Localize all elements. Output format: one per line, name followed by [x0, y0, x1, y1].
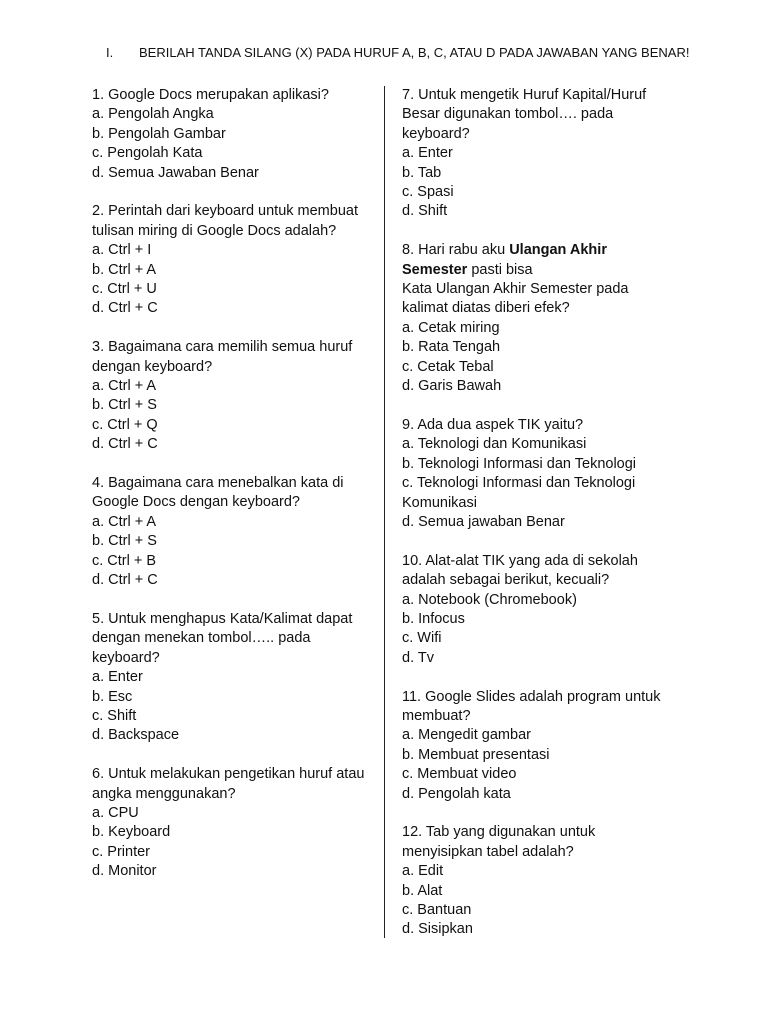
- question-2: [92, 202, 377, 318]
- option-a: a. Mengedit gambar: [402, 727, 531, 744]
- option-b: b. Ctrl + S: [92, 397, 157, 414]
- option-b: b. Rata Tengah: [402, 339, 501, 356]
- question-text: [402, 241, 672, 280]
- option-b: b. Membuat presentasi: [402, 746, 550, 763]
- bold-phrase: Ulangan Akhir Semester: [402, 242, 607, 278]
- option-b: b. Ctrl + A: [92, 261, 157, 278]
- option-b: b. Infocus: [402, 610, 465, 627]
- question-text: 1. Google Docs merupakan aplikasi?: [92, 87, 329, 103]
- option-d: d. Sisipkan: [402, 921, 473, 938]
- option-b: b. Pengolah Gambar: [92, 125, 226, 142]
- question-text: 12. Tab yang digunakan untuk menyisipkan tabel adalah?: [402, 824, 596, 860]
- question-text: 4. Bagaimana cara menebalkan kata di Google Docs dengan keyboard?: [92, 475, 344, 511]
- option-d: d. Ctrl + C: [92, 436, 158, 453]
- question-line-2: Kata Ulangan Akhir Semester pada kalimat diatas diberi efek?: [402, 281, 629, 317]
- option-a: a. Ctrl + A: [92, 513, 157, 530]
- question-8: [402, 241, 672, 396]
- option-a: a. CPU: [92, 804, 139, 821]
- question-5: [92, 610, 377, 746]
- option-c: c. Cetak Tebal: [402, 358, 494, 375]
- option-d: d. Backspace: [92, 727, 180, 744]
- question-text: 3. Bagaimana cara memilih semua huruf dengan keyboard?: [92, 339, 353, 375]
- option-a: a. Ctrl + I: [92, 242, 152, 259]
- option-c: c. Ctrl + U: [92, 281, 157, 298]
- option-d: d. Shift: [402, 203, 448, 220]
- option-c: c. Ctrl + B: [92, 552, 157, 569]
- instruction-header: [106, 43, 706, 62]
- option-d: d. Ctrl + C: [92, 572, 158, 589]
- option-a: a. Teknologi dan Komunikasi: [402, 436, 587, 453]
- option-b: b. Teknologi Informasi dan Teknologi: [402, 455, 637, 472]
- question-suffix: pasti bisa: [467, 261, 533, 278]
- question-text: 6. Untuk melakukan pengetikan huruf atau angka menggunakan?: [92, 766, 365, 802]
- option-a: a. Cetak miring: [402, 319, 500, 336]
- option-d: d. Semua Jawaban Benar: [92, 164, 259, 181]
- column-divider: [384, 86, 385, 938]
- option-c: c. Pengolah Kata: [92, 145, 203, 162]
- question-3: [92, 338, 377, 454]
- left-column: [92, 86, 377, 901]
- option-b: b. Keyboard: [92, 824, 171, 841]
- option-c: c. Teknologi Informasi dan Teknologi Komunikasi: [402, 475, 636, 511]
- question-1: [92, 86, 377, 183]
- question-text: 2. Perintah dari keyboard untuk membuat tulisan miring di Google Docs adalah?: [92, 203, 358, 239]
- right-column: [402, 86, 672, 959]
- option-c: c. Bantuan: [402, 901, 472, 918]
- question-6: [92, 765, 377, 881]
- option-a: a. Notebook (Chromebook): [402, 591, 577, 608]
- option-a: a. Ctrl + A: [92, 378, 157, 395]
- question-text: 11. Google Slides adalah program untuk membuat?: [402, 688, 661, 724]
- option-c: c. Shift: [92, 707, 137, 724]
- question-7: [402, 86, 672, 222]
- question-text: 9. Ada dua aspek TIK yaitu?: [402, 416, 584, 433]
- option-b: b. Esc: [92, 688, 133, 705]
- option-b: b. Tab: [402, 164, 442, 181]
- option-d: d. Ctrl + C: [92, 300, 158, 317]
- option-a: a. Edit: [402, 863, 444, 880]
- option-c: c. Ctrl + Q: [92, 416, 158, 433]
- section-number: I.: [106, 45, 114, 60]
- option-b: b. Alat: [402, 882, 443, 899]
- option-c: c. Membuat video: [402, 766, 517, 783]
- option-c: c. Spasi: [402, 184, 454, 201]
- question-12: [402, 823, 672, 939]
- question-text: 7. Untuk mengetik Huruf Kapital/Huruf Besar digunakan tombol…. pada keyboard?: [402, 87, 647, 142]
- option-d: d. Pengolah kata: [402, 785, 511, 802]
- question-prefix: 8. Hari rabu aku: [402, 242, 510, 259]
- option-d: d. Monitor: [92, 863, 157, 880]
- instruction-text: BERILAH TANDA SILANG (X) PADA HURUF A, B, C, ATAU D PADA JAWABAN YANG BENAR!: [139, 45, 690, 60]
- option-d: d. Semua jawaban Benar: [402, 513, 565, 530]
- option-c: c. Printer: [92, 843, 151, 860]
- question-4: [92, 474, 377, 590]
- option-b: b. Ctrl + S: [92, 533, 157, 550]
- option-a: a. Enter: [402, 145, 453, 162]
- option-a: a. Enter: [92, 669, 143, 686]
- option-d: d. Tv: [402, 649, 434, 666]
- question-9: [402, 416, 672, 532]
- question-11: [402, 688, 672, 804]
- question-10: [402, 552, 672, 668]
- option-d: d. Garis Bawah: [402, 378, 502, 395]
- question-text: 5. Untuk menghapus Kata/Kalimat dapat dengan menekan tombol….. pada keyboard?: [92, 610, 353, 666]
- option-a: a. Pengolah Angka: [92, 106, 214, 123]
- option-c: c. Wifi: [402, 630, 442, 647]
- question-text: 10. Alat-alat TIK yang ada di sekolah adalah sebagai berikut, kecuali?: [402, 552, 638, 589]
